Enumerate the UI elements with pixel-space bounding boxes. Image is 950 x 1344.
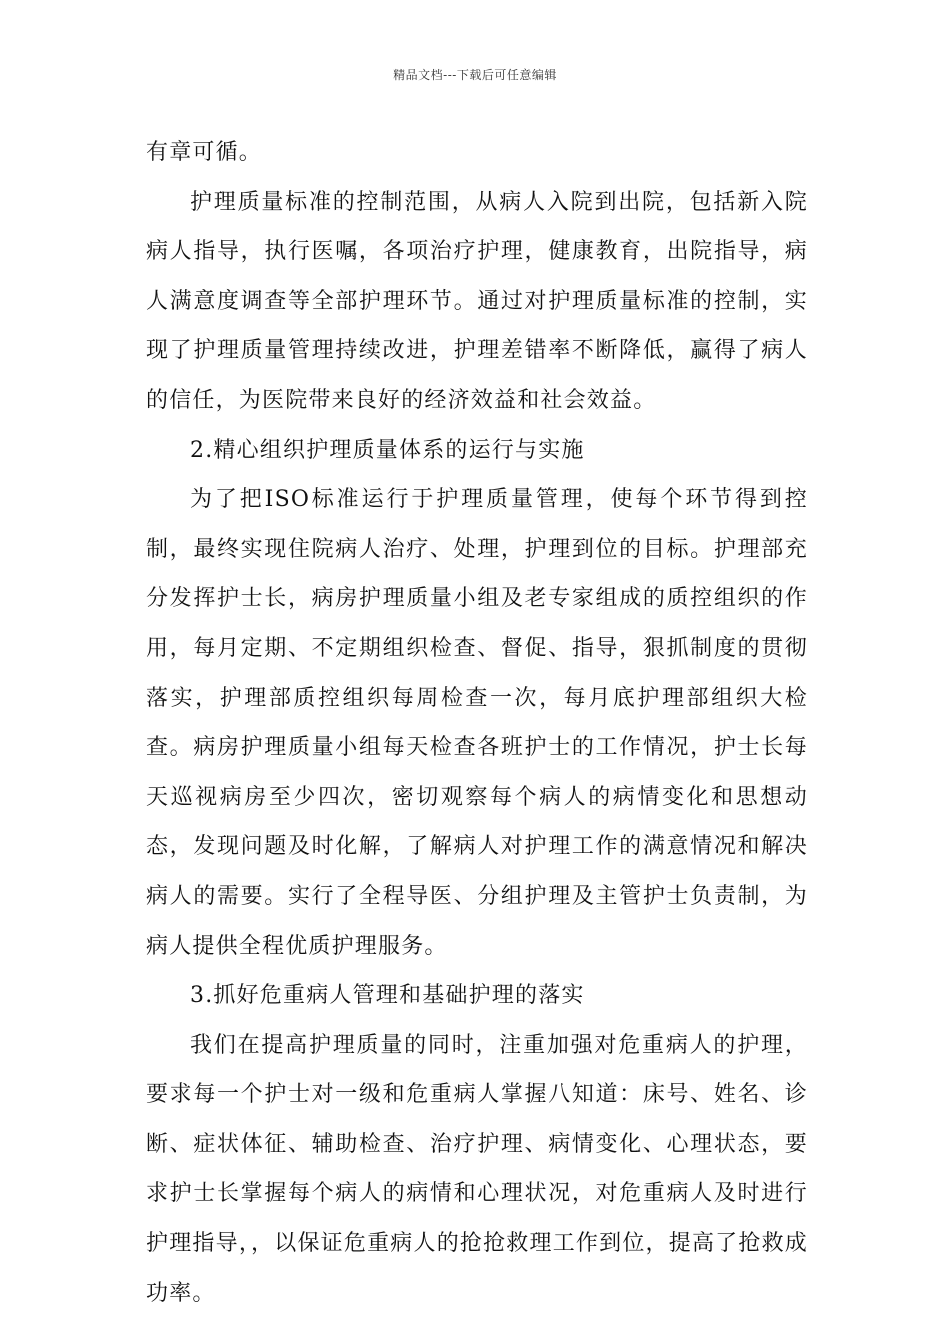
document-body — [146, 128, 808, 1318]
paragraph: 护理质量标准的控制范围，从病人入院到出院，包括新入院病人指导，执行医嘱，各项治疗护理，健康教育，出院指导，病人满意度调查等全部护理环节。通过对护理质量标准的控制，实现了护理质量管理持续改进，护理差错率不断降低，赢得了病人的信任，为医院带来良好的经济效益和社会效益。 — [146, 189, 808, 413]
page-header: 精品文档---下载后可任意编辑 — [393, 68, 557, 82]
section-heading: 2.精心组织护理质量体系的运行与实施 — [190, 437, 585, 463]
paragraph: 有章可循。 — [146, 140, 263, 165]
paragraph: 我们在提高护理质量的同时，注重加强对危重病人的护理，要求每一个护士对一级和危重病人掌握八知道：床号、姓名、诊断、症状体征、辅助检查、治疗护理、病情变化、心理状态，要求护士长掌握每个病人的病情和心理状况，对危重病人及时进行护理指导，，以保证危重病人的抢抢救理工作到位，提高了抢救成功率。 — [146, 1032, 808, 1306]
paragraph: 为了把ISO标准运行于护理质量管理，使每个环节得到控制，最终实现住院病人治疗、处理，护理到位的目标。护理部充分发挥护士长，病房护理质量小组及老专家组成的质控组织的作用，每月定期、不定期组织检查、督促、指导，狠抓制度的贯彻落实，护理部质控组织每周检查一次，每月底护理部组织大检查。病房护理质量小组每天检查各班护士的工作情况，护士长每天巡视病房至少四次，密切观察每个病人的病情变化和思想动态，发现问题及时化解，了解病人对护理工作的满意情况和解决病人的需要。实行了全程导医、分组护理及主管护士负责制，为病人提供全程优质护理服务。 — [146, 487, 808, 959]
section-heading: 3.抓好危重病人管理和基础护理的落实 — [190, 983, 585, 1009]
